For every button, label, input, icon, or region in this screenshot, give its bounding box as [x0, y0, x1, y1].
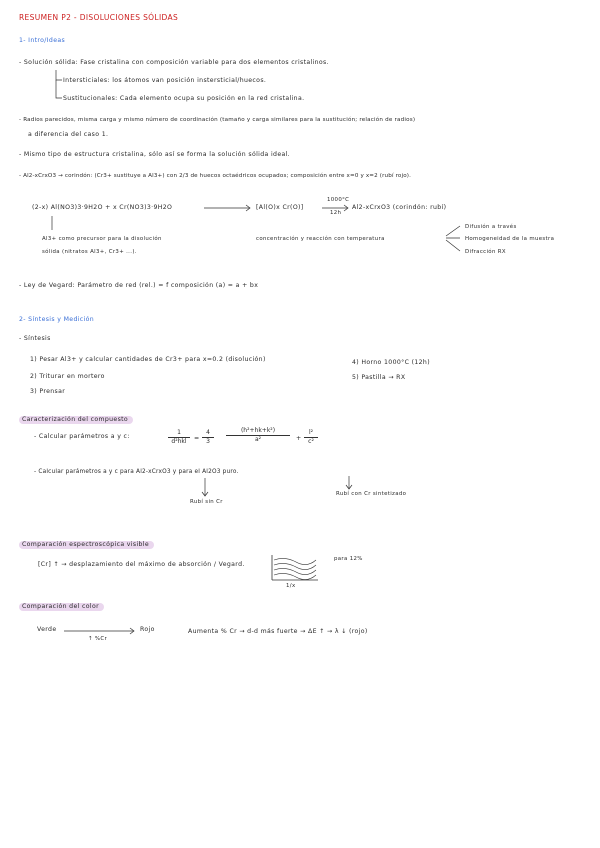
mini-spectra-graph: [272, 555, 318, 580]
formula-equals: =: [194, 435, 200, 442]
espectroscopia-item: [Cr] ↑ → desplazamiento del máximo de absorción / Vegard.: [38, 561, 245, 568]
section-2-heading: 2- Síntesis y Medición: [19, 316, 95, 323]
graph-annotation: para 12%: [334, 556, 363, 562]
branch-arrow-intersticiales: [56, 70, 62, 80]
caracterizacion-heading: Caracterización del compuesto: [19, 416, 133, 424]
sub-bullet-intersticiales: Intersticiales: los átomos van posición instersticial/huecos.: [63, 77, 267, 84]
color-heading: Comparación del color: [19, 603, 104, 611]
equation-products: Al2-xCrxO3 (corindón: rubí): [352, 204, 447, 211]
bullet-corindon: - Al2-xCrxO3 → corindón: (Cr3+ sustituye a Al3+) con 2/3 de huecos octaédricos ocupados; composición entre x=0 y x=2 (rubí rojo).: [19, 173, 412, 179]
formula-plus: +: [296, 435, 302, 442]
equation-time: 12h: [330, 210, 342, 216]
formula-numerator-4: l²: [308, 429, 314, 436]
note-difusion: Difusión a través: [465, 224, 517, 230]
formula-denominator-3: a²: [254, 436, 262, 443]
step-5: 5) Pastilla → RX: [352, 374, 406, 381]
note-difraccion: Difracción RX: [465, 249, 506, 255]
arrow-label-rubi-con-cr: Rubí con Cr sintetizado: [336, 491, 407, 497]
arrow-label-rubi-sin-cr: Rubí sin Cr: [190, 499, 223, 505]
branch-arrow-sustitucionales: [56, 80, 62, 98]
formula-numerator-2: 4: [206, 429, 210, 436]
equation-temperature: 1000°C: [327, 197, 350, 203]
bullet-solucion-solida: - Solución sólida: Fase cristalina con composición variable para dos elementos cristalinos.: [19, 59, 329, 66]
bullet-radios: - Radios parecidos, misma carga y mismo número de coordinación (tamaño y carga similares para la sustitución; relación de radios): [19, 117, 416, 123]
page-title: RESUMEN P2 - DISOLUCIONES SÓLIDAS: [19, 13, 179, 22]
formula-denominator-1: d²hkl: [171, 438, 187, 445]
color-note: Aumenta % Cr → d-d más fuerte → ΔE ↑ → λ ↓ (rojo): [188, 628, 368, 635]
formula-fraction-3: [226, 428, 290, 443]
color-below-arrow: ↑ %Cr: [88, 636, 108, 642]
note-homogeneidad: Homogeneidad de la muestra: [465, 236, 555, 242]
step-2: 2) Triturar en mortero: [30, 373, 105, 380]
sub-bullet-sustitucionales: Sustitucionales: Cada elemento ocupa su posición en la red cristalina.: [63, 95, 305, 102]
espectroscopia-heading: Comparación espectroscópica visible: [19, 541, 154, 549]
bullet-radios-cont: a diferencia del caso 1.: [28, 131, 109, 138]
graph-axis-label: 1/x: [286, 583, 296, 589]
formula-denominator-2: 3: [206, 438, 210, 445]
formula-numerator-1: 1: [177, 429, 181, 436]
formula-fraction-1: [168, 430, 190, 445]
branch-arrow-notes: [446, 226, 460, 251]
note-concentracion: concentración y reacción con temperatura: [256, 236, 385, 242]
equation-intermediate: [Al(O)x Cr(O)]: [256, 204, 304, 211]
note-precursor: Al3+ como precursor para la disolución: [42, 236, 162, 242]
color-left: Verde: [37, 626, 57, 633]
section-1-heading: 1- Intro/Ideas: [19, 37, 66, 44]
step-3: 3) Prensar: [30, 388, 66, 395]
formula-fraction-4: [304, 430, 318, 445]
note-precursor-cont: sólida (nitratos Al3+, Cr3+ ...).: [42, 249, 137, 255]
sintesis-label: - Síntesis: [19, 335, 51, 342]
caract-a-c: - Calcular parámetros a y c:: [34, 433, 130, 440]
color-right: Rojo: [140, 626, 155, 633]
bullet-ley-vegard: - Ley de Vegard: Parámetro de red (rel.) = f composición (a) = a + bx: [19, 282, 259, 289]
formula-denominator-4: c²: [308, 438, 314, 445]
bullet-estructura: - Mismo tipo de estructura cristalina, sólo así se forma la solución sólida ideal.: [19, 151, 291, 158]
step-4: 4) Horno 1000°C (12h): [352, 359, 430, 366]
formula-numerator-3: (h²+hk+k²): [240, 427, 276, 434]
formula-fraction-2: [202, 430, 214, 445]
equation-reactants: (2-x) Al(NO3)3·9H2O + x Cr(NO3)3·9H2O: [32, 204, 173, 211]
step-1: 1) Pesar Al3+ y calcular cantidades de Cr3+ para x=0.2 (disolución): [30, 356, 266, 363]
caract-comparacion: - Calcular parámetros a y c para Al2-xCrxO3 y para el Al2O3 puro.: [34, 469, 239, 475]
